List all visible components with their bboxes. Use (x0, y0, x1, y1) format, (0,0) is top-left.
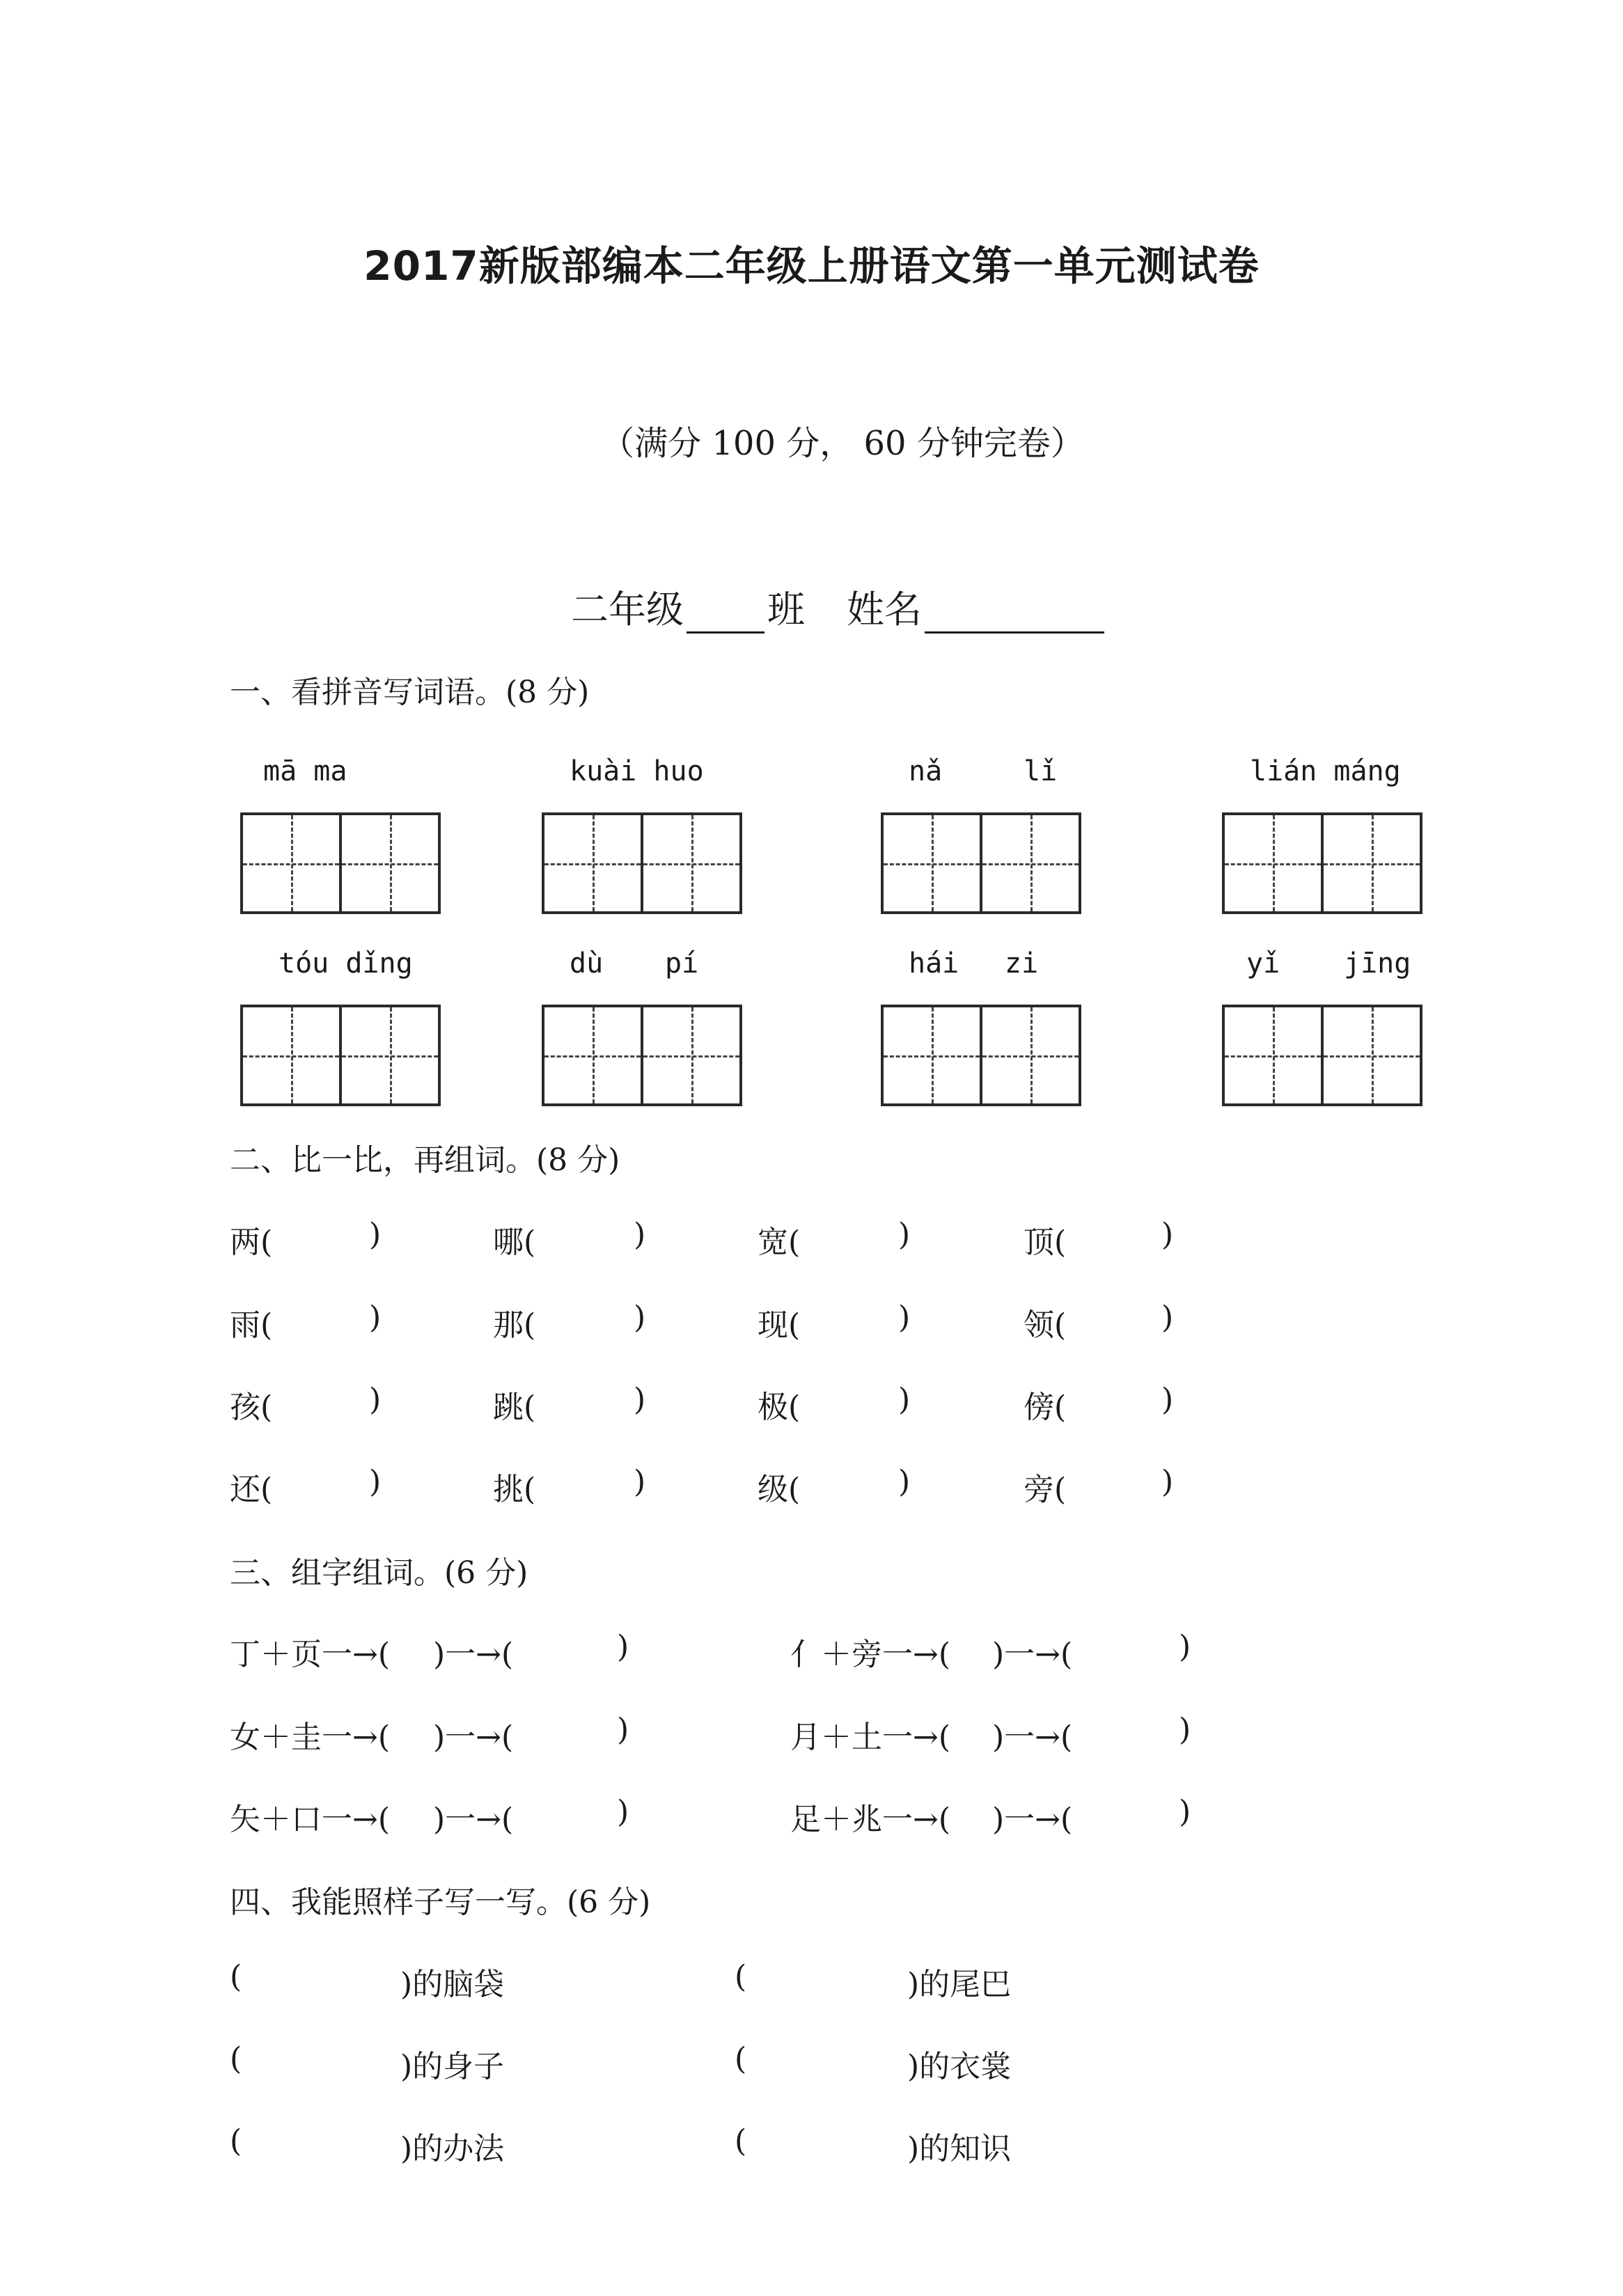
compare-close: ) (898, 1382, 911, 1417)
imitate-suffix: )的知识 (907, 2131, 1012, 2167)
imitate-open: ( (230, 1959, 242, 1995)
imitate-suffix: )的尾巴 (907, 1967, 1012, 2002)
compare-item: 级( (758, 1472, 801, 1507)
imitate-suffix: )的脑袋 (400, 1967, 505, 2002)
compose-close: ) (1179, 1794, 1191, 1830)
compare-item: 极( (758, 1390, 801, 1425)
compare-close: ) (1161, 1382, 1174, 1417)
compose-formula: 亻＋旁一→( (790, 1637, 951, 1672)
compose-arrow: )一→( (433, 1720, 514, 1755)
writing-grid[interactable] (240, 812, 441, 914)
section-2-heading: 二、比一比，再组词。(8 分) (230, 1142, 620, 1178)
writing-grid[interactable] (240, 1005, 441, 1106)
writing-grid[interactable] (542, 1005, 742, 1106)
writing-grid[interactable] (881, 812, 1081, 914)
compare-item: 孩( (230, 1390, 273, 1425)
compare-close: ) (634, 1382, 646, 1417)
compare-item: 雨( (230, 1307, 273, 1343)
imitate-open: ( (735, 2041, 747, 2077)
compose-formula: 丁＋页一→( (230, 1637, 391, 1672)
imitate-suffix: )的身子 (400, 2049, 505, 2084)
compare-close: ) (369, 1300, 382, 1335)
imitate-open: ( (735, 2123, 747, 2159)
compare-item: 领( (1024, 1307, 1067, 1343)
compare-close: ) (1161, 1300, 1174, 1335)
compose-arrow: )一→( (992, 1802, 1073, 1837)
imitate-open: ( (230, 2123, 242, 2159)
compose-arrow: )一→( (433, 1802, 514, 1837)
imitate-open: ( (230, 2041, 242, 2077)
subtitle: （满分 100 分， 60 分钟完卷） (601, 424, 1084, 463)
section-1-heading: 一、看拼音写词语。(8 分) (230, 675, 590, 710)
compose-formula: 足＋兆一→( (790, 1802, 951, 1837)
compose-close: ) (617, 1629, 629, 1665)
imitate-suffix: )的办法 (400, 2131, 505, 2167)
pinyin-label: yǐ (1246, 948, 1280, 980)
compose-arrow: )一→( (992, 1637, 1073, 1672)
compose-close: ) (1179, 1629, 1191, 1665)
compare-close: ) (1161, 1217, 1174, 1252)
compare-close: ) (898, 1464, 911, 1500)
writing-grid[interactable] (881, 1005, 1081, 1106)
compose-close: ) (1179, 1712, 1191, 1747)
compare-close: ) (634, 1300, 646, 1335)
pinyin-label: kuài huo (570, 755, 704, 787)
compose-arrow: )一→( (433, 1637, 514, 1672)
compare-close: ) (369, 1382, 382, 1417)
compose-close: ) (617, 1712, 629, 1747)
compare-item: 宽( (758, 1225, 801, 1260)
imitate-suffix: )的衣裳 (907, 2049, 1012, 2084)
compare-item: 跳( (493, 1390, 536, 1425)
page-title: 2017新版部编本二年级上册语文第一单元测试卷 (363, 242, 1260, 290)
name-label: 姓名 (847, 588, 922, 631)
writing-grid[interactable] (1222, 812, 1422, 914)
compare-item: 还( (230, 1472, 273, 1507)
pinyin-label: tóu dǐng (279, 948, 413, 980)
compare-item: 挑( (493, 1472, 536, 1507)
pinyin-label: nǎ (909, 755, 943, 787)
compare-close: ) (1161, 1464, 1174, 1500)
class-label: 班 (767, 588, 805, 631)
compose-formula: 女＋圭一→( (230, 1720, 391, 1755)
compose-arrow: )一→( (992, 1720, 1073, 1755)
compare-item: 两( (230, 1225, 273, 1260)
compare-item: 现( (758, 1307, 801, 1343)
writing-grid[interactable] (542, 812, 742, 914)
pinyin-label: lián máng (1250, 755, 1401, 787)
class-name-line (571, 580, 1107, 634)
imitate-open: ( (735, 1959, 747, 1995)
compare-close: ) (898, 1217, 911, 1252)
compare-item: 傍( (1024, 1390, 1067, 1425)
compare-close: ) (634, 1464, 646, 1500)
compose-formula: 月＋土一→( (790, 1720, 951, 1755)
compare-close: ) (369, 1464, 382, 1500)
compare-item: 哪( (493, 1225, 536, 1260)
pinyin-label: lǐ (1024, 755, 1058, 787)
compose-formula: 矢＋口一→( (230, 1802, 391, 1837)
compare-item: 那( (493, 1307, 536, 1343)
compose-close: ) (617, 1794, 629, 1830)
compare-item: 顶( (1024, 1225, 1067, 1260)
pinyin-label: hái (909, 948, 959, 980)
pinyin-label: dù (570, 948, 604, 980)
name-blank[interactable] (925, 595, 1104, 634)
compare-close: ) (898, 1300, 911, 1335)
class-blank[interactable] (687, 595, 765, 634)
pinyin-label: mā ma (263, 755, 347, 787)
section-4-heading: 四、我能照样子写一写。(6 分) (230, 1885, 651, 1920)
compare-item: 旁( (1024, 1472, 1067, 1507)
compare-close: ) (634, 1217, 646, 1252)
compare-close: ) (369, 1217, 382, 1252)
pinyin-label: zi (1005, 948, 1039, 980)
pinyin-label: jīng (1344, 948, 1411, 980)
grade-label: 二年级 (571, 588, 684, 631)
writing-grid[interactable] (1222, 1005, 1422, 1106)
pinyin-label: pí (665, 948, 699, 980)
section-3-heading: 三、组字组词。(6 分) (230, 1555, 528, 1591)
